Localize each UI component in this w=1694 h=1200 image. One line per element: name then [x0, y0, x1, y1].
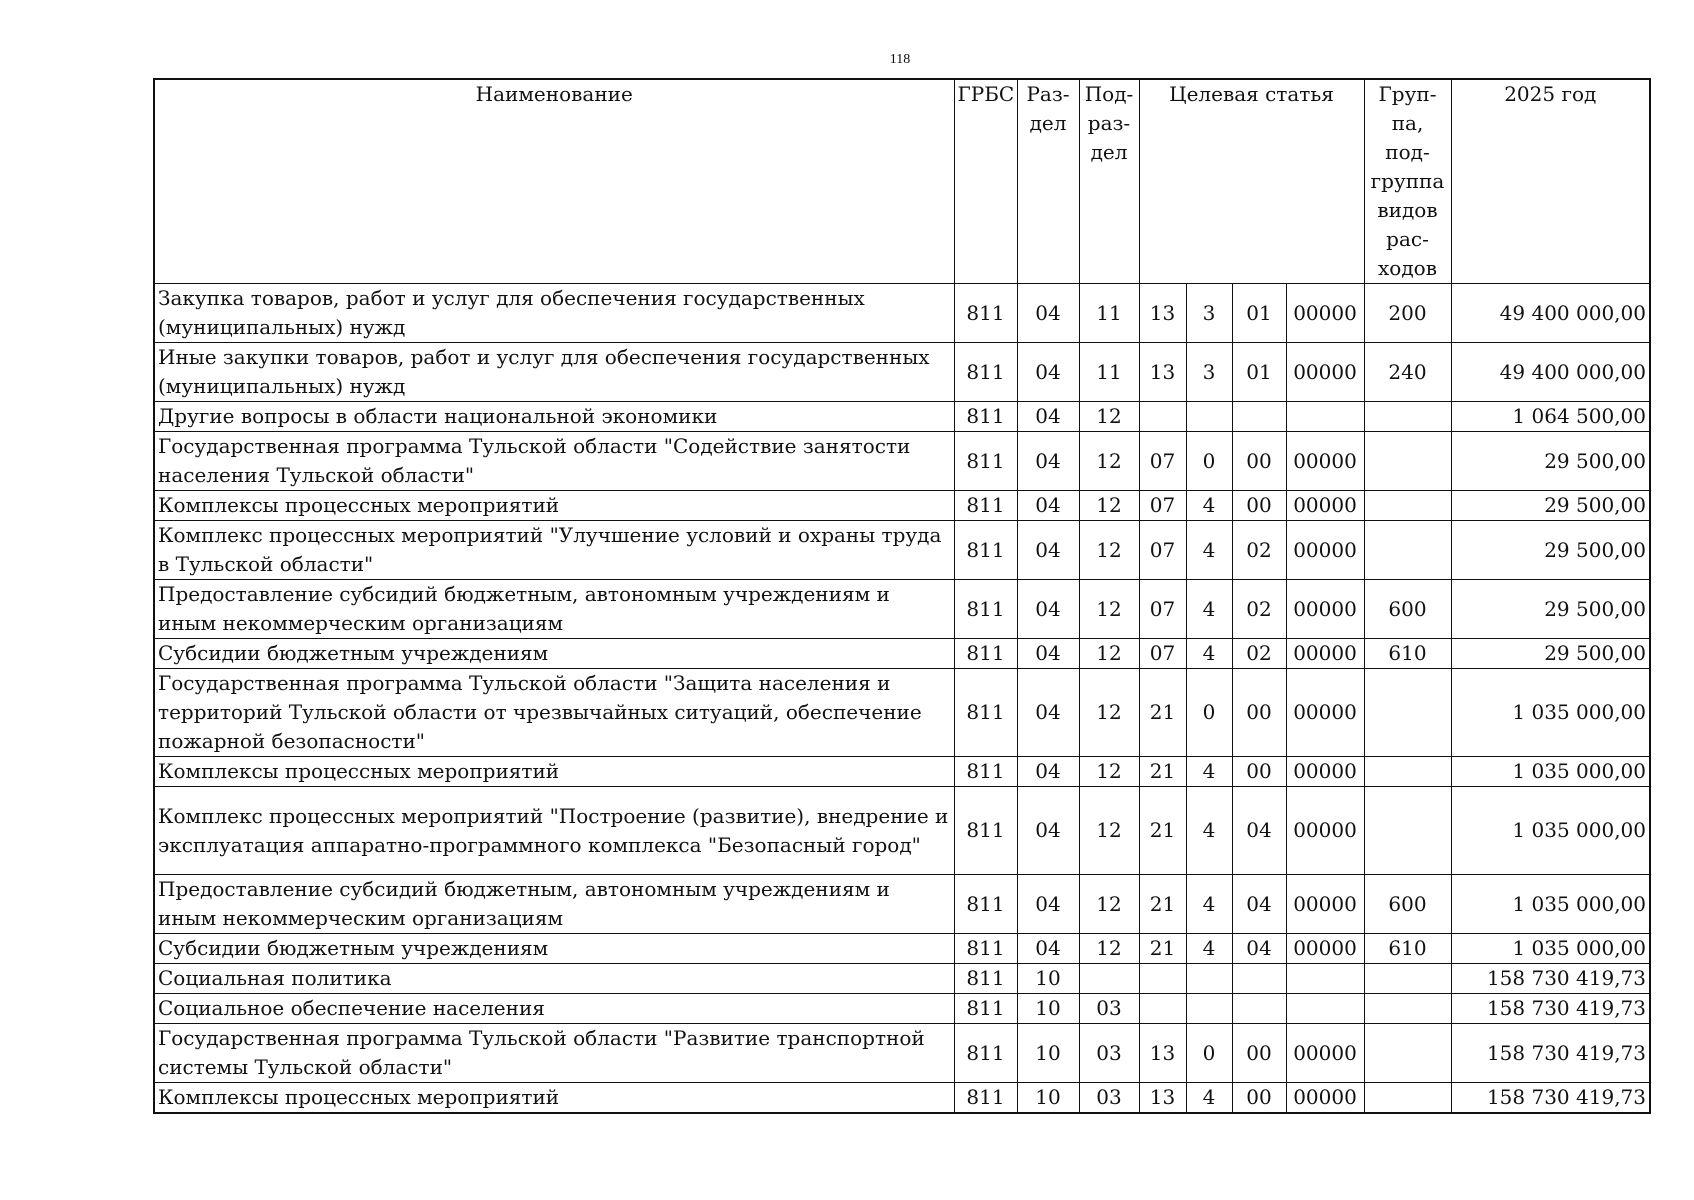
row-group: 600 — [1364, 580, 1451, 639]
row-target-event: 01 — [1232, 284, 1286, 343]
row-podrazdel: 12 — [1079, 934, 1139, 964]
row-target-type: 0 — [1186, 432, 1232, 491]
row-target-direction: 00000 — [1286, 343, 1364, 402]
row-name: Комплексы процессных мероприятий — [154, 491, 954, 521]
row-target-direction: 00000 — [1286, 1083, 1364, 1114]
row-target-event: 00 — [1232, 757, 1286, 787]
row-target-program: 13 — [1139, 1024, 1186, 1083]
row-amount: 158 730 419,73 — [1451, 994, 1650, 1024]
header-grbs: ГРБС — [954, 79, 1017, 284]
row-name: Субсидии бюджетным учреждениям — [154, 934, 954, 964]
table-row — [154, 934, 1650, 964]
row-target-direction: 00000 — [1286, 669, 1364, 757]
row-target-program: 07 — [1139, 491, 1186, 521]
row-name: Социальное обеспечение населения — [154, 994, 954, 1024]
row-amount: 29 500,00 — [1451, 521, 1650, 580]
row-podrazdel: 03 — [1079, 1083, 1139, 1114]
header-group: Груп- па, под- группа видов рас- ходов — [1364, 79, 1451, 284]
row-group — [1364, 964, 1451, 994]
row-grbs: 811 — [954, 580, 1017, 639]
row-target-type: 4 — [1186, 757, 1232, 787]
row-target-type: 4 — [1186, 639, 1232, 669]
row-podrazdel: 12 — [1079, 521, 1139, 580]
row-razdel: 04 — [1017, 491, 1079, 521]
table-row — [154, 669, 1650, 757]
row-grbs: 811 — [954, 432, 1017, 491]
table-row — [154, 580, 1650, 639]
row-target-program — [1139, 402, 1186, 432]
row-target-program: 07 — [1139, 639, 1186, 669]
row-razdel: 10 — [1017, 1083, 1079, 1114]
row-name: Другие вопросы в области национальной экономики — [154, 402, 954, 432]
row-amount: 29 500,00 — [1451, 580, 1650, 639]
row-razdel: 04 — [1017, 432, 1079, 491]
row-target-event: 02 — [1232, 580, 1286, 639]
row-grbs: 811 — [954, 521, 1017, 580]
row-target-type: 4 — [1186, 491, 1232, 521]
row-amount: 29 500,00 — [1451, 432, 1650, 491]
table-row — [154, 787, 1650, 875]
row-name: Комплексы процессных мероприятий — [154, 757, 954, 787]
row-target-type: 4 — [1186, 787, 1232, 875]
row-amount: 1 035 000,00 — [1451, 669, 1650, 757]
row-target-type: 3 — [1186, 284, 1232, 343]
row-grbs: 811 — [954, 1083, 1017, 1114]
row-target-event: 04 — [1232, 934, 1286, 964]
row-target-type: 4 — [1186, 521, 1232, 580]
row-name: Государственная программа Тульской области "Развитие транспортной системы Тульской области" — [154, 1024, 954, 1083]
row-name: Социальная политика — [154, 964, 954, 994]
row-target-direction: 00000 — [1286, 639, 1364, 669]
row-target-type: 4 — [1186, 934, 1232, 964]
row-podrazdel — [1079, 964, 1139, 994]
row-grbs: 811 — [954, 934, 1017, 964]
row-target-program: 21 — [1139, 934, 1186, 964]
row-target-event: 02 — [1232, 521, 1286, 580]
row-amount: 1 035 000,00 — [1451, 757, 1650, 787]
row-target-direction — [1286, 994, 1364, 1024]
row-name: Закупка товаров, работ и услуг для обеспечения государственных (муниципальных) нужд — [154, 284, 954, 343]
row-podrazdel: 03 — [1079, 994, 1139, 1024]
row-grbs: 811 — [954, 402, 1017, 432]
budget-table — [153, 78, 1651, 1114]
row-podrazdel: 12 — [1079, 432, 1139, 491]
row-name: Комплексы процессных мероприятий — [154, 1083, 954, 1114]
row-target-direction: 00000 — [1286, 875, 1364, 934]
row-grbs: 811 — [954, 1024, 1017, 1083]
row-target-program: 21 — [1139, 787, 1186, 875]
row-grbs: 811 — [954, 994, 1017, 1024]
row-target-event: 02 — [1232, 639, 1286, 669]
row-target-program: 21 — [1139, 669, 1186, 757]
table-row — [154, 521, 1650, 580]
row-target-program: 07 — [1139, 432, 1186, 491]
row-grbs: 811 — [954, 787, 1017, 875]
row-amount: 158 730 419,73 — [1451, 964, 1650, 994]
row-razdel: 04 — [1017, 669, 1079, 757]
header-year: 2025 год — [1451, 79, 1650, 284]
header-razdel: Раз- дел — [1017, 79, 1079, 284]
table-row — [154, 284, 1650, 343]
row-target-program — [1139, 964, 1186, 994]
row-name: Субсидии бюджетным учреждениям — [154, 639, 954, 669]
row-amount: 49 400 000,00 — [1451, 343, 1650, 402]
row-razdel: 04 — [1017, 284, 1079, 343]
row-group — [1364, 669, 1451, 757]
table-row — [154, 1083, 1650, 1114]
row-podrazdel: 12 — [1079, 491, 1139, 521]
row-target-type: 3 — [1186, 343, 1232, 402]
row-razdel: 10 — [1017, 994, 1079, 1024]
row-podrazdel: 03 — [1079, 1024, 1139, 1083]
row-grbs: 811 — [954, 757, 1017, 787]
row-target-event — [1232, 402, 1286, 432]
row-grbs: 811 — [954, 669, 1017, 757]
row-target-direction — [1286, 402, 1364, 432]
table-header-row — [154, 79, 1650, 284]
table-row — [154, 1024, 1650, 1083]
row-name: Комплекс процессных мероприятий "Построение (развитие), внедрение и эксплуатация аппаратно-программного комплекса "Безопасный город" — [154, 787, 954, 875]
row-razdel: 04 — [1017, 757, 1079, 787]
row-target-direction: 00000 — [1286, 284, 1364, 343]
row-grbs: 811 — [954, 639, 1017, 669]
row-group — [1364, 1024, 1451, 1083]
row-group — [1364, 757, 1451, 787]
row-target-type: 0 — [1186, 1024, 1232, 1083]
row-group — [1364, 521, 1451, 580]
row-group: 240 — [1364, 343, 1451, 402]
row-name: Иные закупки товаров, работ и услуг для обеспечения государственных (муниципальных) нужд — [154, 343, 954, 402]
row-target-event: 00 — [1232, 669, 1286, 757]
row-amount: 158 730 419,73 — [1451, 1083, 1650, 1114]
row-razdel: 04 — [1017, 343, 1079, 402]
row-podrazdel: 11 — [1079, 343, 1139, 402]
row-target-program: 07 — [1139, 521, 1186, 580]
row-group — [1364, 1083, 1451, 1114]
table-row — [154, 432, 1650, 491]
page-number: 118 — [889, 52, 911, 67]
row-target-program: 13 — [1139, 1083, 1186, 1114]
row-amount: 1 035 000,00 — [1451, 934, 1650, 964]
row-target-program: 13 — [1139, 343, 1186, 402]
row-grbs: 811 — [954, 964, 1017, 994]
table-row — [154, 639, 1650, 669]
row-razdel: 04 — [1017, 934, 1079, 964]
row-target-type — [1186, 402, 1232, 432]
row-target-direction: 00000 — [1286, 432, 1364, 491]
row-target-event: 00 — [1232, 1024, 1286, 1083]
row-podrazdel: 12 — [1079, 580, 1139, 639]
row-group: 610 — [1364, 639, 1451, 669]
row-grbs: 811 — [954, 491, 1017, 521]
row-amount: 1 035 000,00 — [1451, 787, 1650, 875]
row-podrazdel: 12 — [1079, 402, 1139, 432]
row-target-event: 00 — [1232, 1083, 1286, 1114]
table-row — [154, 994, 1650, 1024]
row-amount: 158 730 419,73 — [1451, 1024, 1650, 1083]
row-target-type — [1186, 964, 1232, 994]
row-target-direction: 00000 — [1286, 521, 1364, 580]
row-amount: 1 035 000,00 — [1451, 875, 1650, 934]
row-target-event: 04 — [1232, 875, 1286, 934]
row-target-event: 00 — [1232, 432, 1286, 491]
row-razdel: 10 — [1017, 964, 1079, 994]
row-razdel: 04 — [1017, 580, 1079, 639]
row-target-direction: 00000 — [1286, 757, 1364, 787]
row-target-program: 21 — [1139, 875, 1186, 934]
row-amount: 49 400 000,00 — [1451, 284, 1650, 343]
row-group: 610 — [1364, 934, 1451, 964]
row-target-type: 4 — [1186, 580, 1232, 639]
row-amount: 29 500,00 — [1451, 491, 1650, 521]
header-name: Наименование — [154, 79, 954, 284]
row-amount: 29 500,00 — [1451, 639, 1650, 669]
row-name: Предоставление субсидий бюджетным, автономным учреждениям и иным некоммерческим организациям — [154, 875, 954, 934]
table-row — [154, 343, 1650, 402]
row-podrazdel: 12 — [1079, 787, 1139, 875]
row-target-direction: 00000 — [1286, 934, 1364, 964]
row-group — [1364, 787, 1451, 875]
row-target-event: 01 — [1232, 343, 1286, 402]
table-row — [154, 402, 1650, 432]
row-razdel: 04 — [1017, 639, 1079, 669]
header-podrazdel: Под- раз- дел — [1079, 79, 1139, 284]
row-podrazdel: 12 — [1079, 757, 1139, 787]
row-name: Государственная программа Тульской области "Защита населения и территорий Тульской области от чрезвычайных ситуаций, обеспечение пожарной безопасности" — [154, 669, 954, 757]
row-podrazdel: 11 — [1079, 284, 1139, 343]
row-group — [1364, 402, 1451, 432]
row-grbs: 811 — [954, 343, 1017, 402]
row-group — [1364, 994, 1451, 1024]
row-target-direction: 00000 — [1286, 491, 1364, 521]
row-razdel: 04 — [1017, 787, 1079, 875]
row-target-type: 0 — [1186, 669, 1232, 757]
row-target-type — [1186, 994, 1232, 1024]
row-grbs: 811 — [954, 284, 1017, 343]
row-target-type: 4 — [1186, 875, 1232, 934]
table-row — [154, 964, 1650, 994]
row-name: Предоставление субсидий бюджетным, автономным учреждениям и иным некоммерческим организациям — [154, 580, 954, 639]
row-target-program — [1139, 994, 1186, 1024]
table-row — [154, 491, 1650, 521]
row-group: 200 — [1364, 284, 1451, 343]
row-target-program: 21 — [1139, 757, 1186, 787]
row-target-direction: 00000 — [1286, 580, 1364, 639]
row-target-event: 00 — [1232, 491, 1286, 521]
row-name: Государственная программа Тульской области "Содействие занятости населения Тульской области" — [154, 432, 954, 491]
row-target-event — [1232, 994, 1286, 1024]
row-grbs: 811 — [954, 875, 1017, 934]
row-target-event: 04 — [1232, 787, 1286, 875]
row-podrazdel: 12 — [1079, 639, 1139, 669]
table-row — [154, 757, 1650, 787]
row-name: Комплекс процессных мероприятий "Улучшение условий и охраны труда в Тульской области" — [154, 521, 954, 580]
row-target-event — [1232, 964, 1286, 994]
row-razdel: 10 — [1017, 1024, 1079, 1083]
row-razdel: 04 — [1017, 402, 1079, 432]
table-row — [154, 875, 1650, 934]
row-target-program: 13 — [1139, 284, 1186, 343]
row-target-program: 07 — [1139, 580, 1186, 639]
row-razdel: 04 — [1017, 521, 1079, 580]
row-target-direction: 00000 — [1286, 1024, 1364, 1083]
row-group — [1364, 432, 1451, 491]
row-target-type: 4 — [1186, 1083, 1232, 1114]
row-target-direction: 00000 — [1286, 787, 1364, 875]
row-amount: 1 064 500,00 — [1451, 402, 1650, 432]
row-podrazdel: 12 — [1079, 669, 1139, 757]
row-group — [1364, 491, 1451, 521]
row-podrazdel: 12 — [1079, 875, 1139, 934]
row-group: 600 — [1364, 875, 1451, 934]
header-target: Целевая статья — [1139, 79, 1364, 284]
row-target-direction — [1286, 964, 1364, 994]
row-razdel: 04 — [1017, 875, 1079, 934]
